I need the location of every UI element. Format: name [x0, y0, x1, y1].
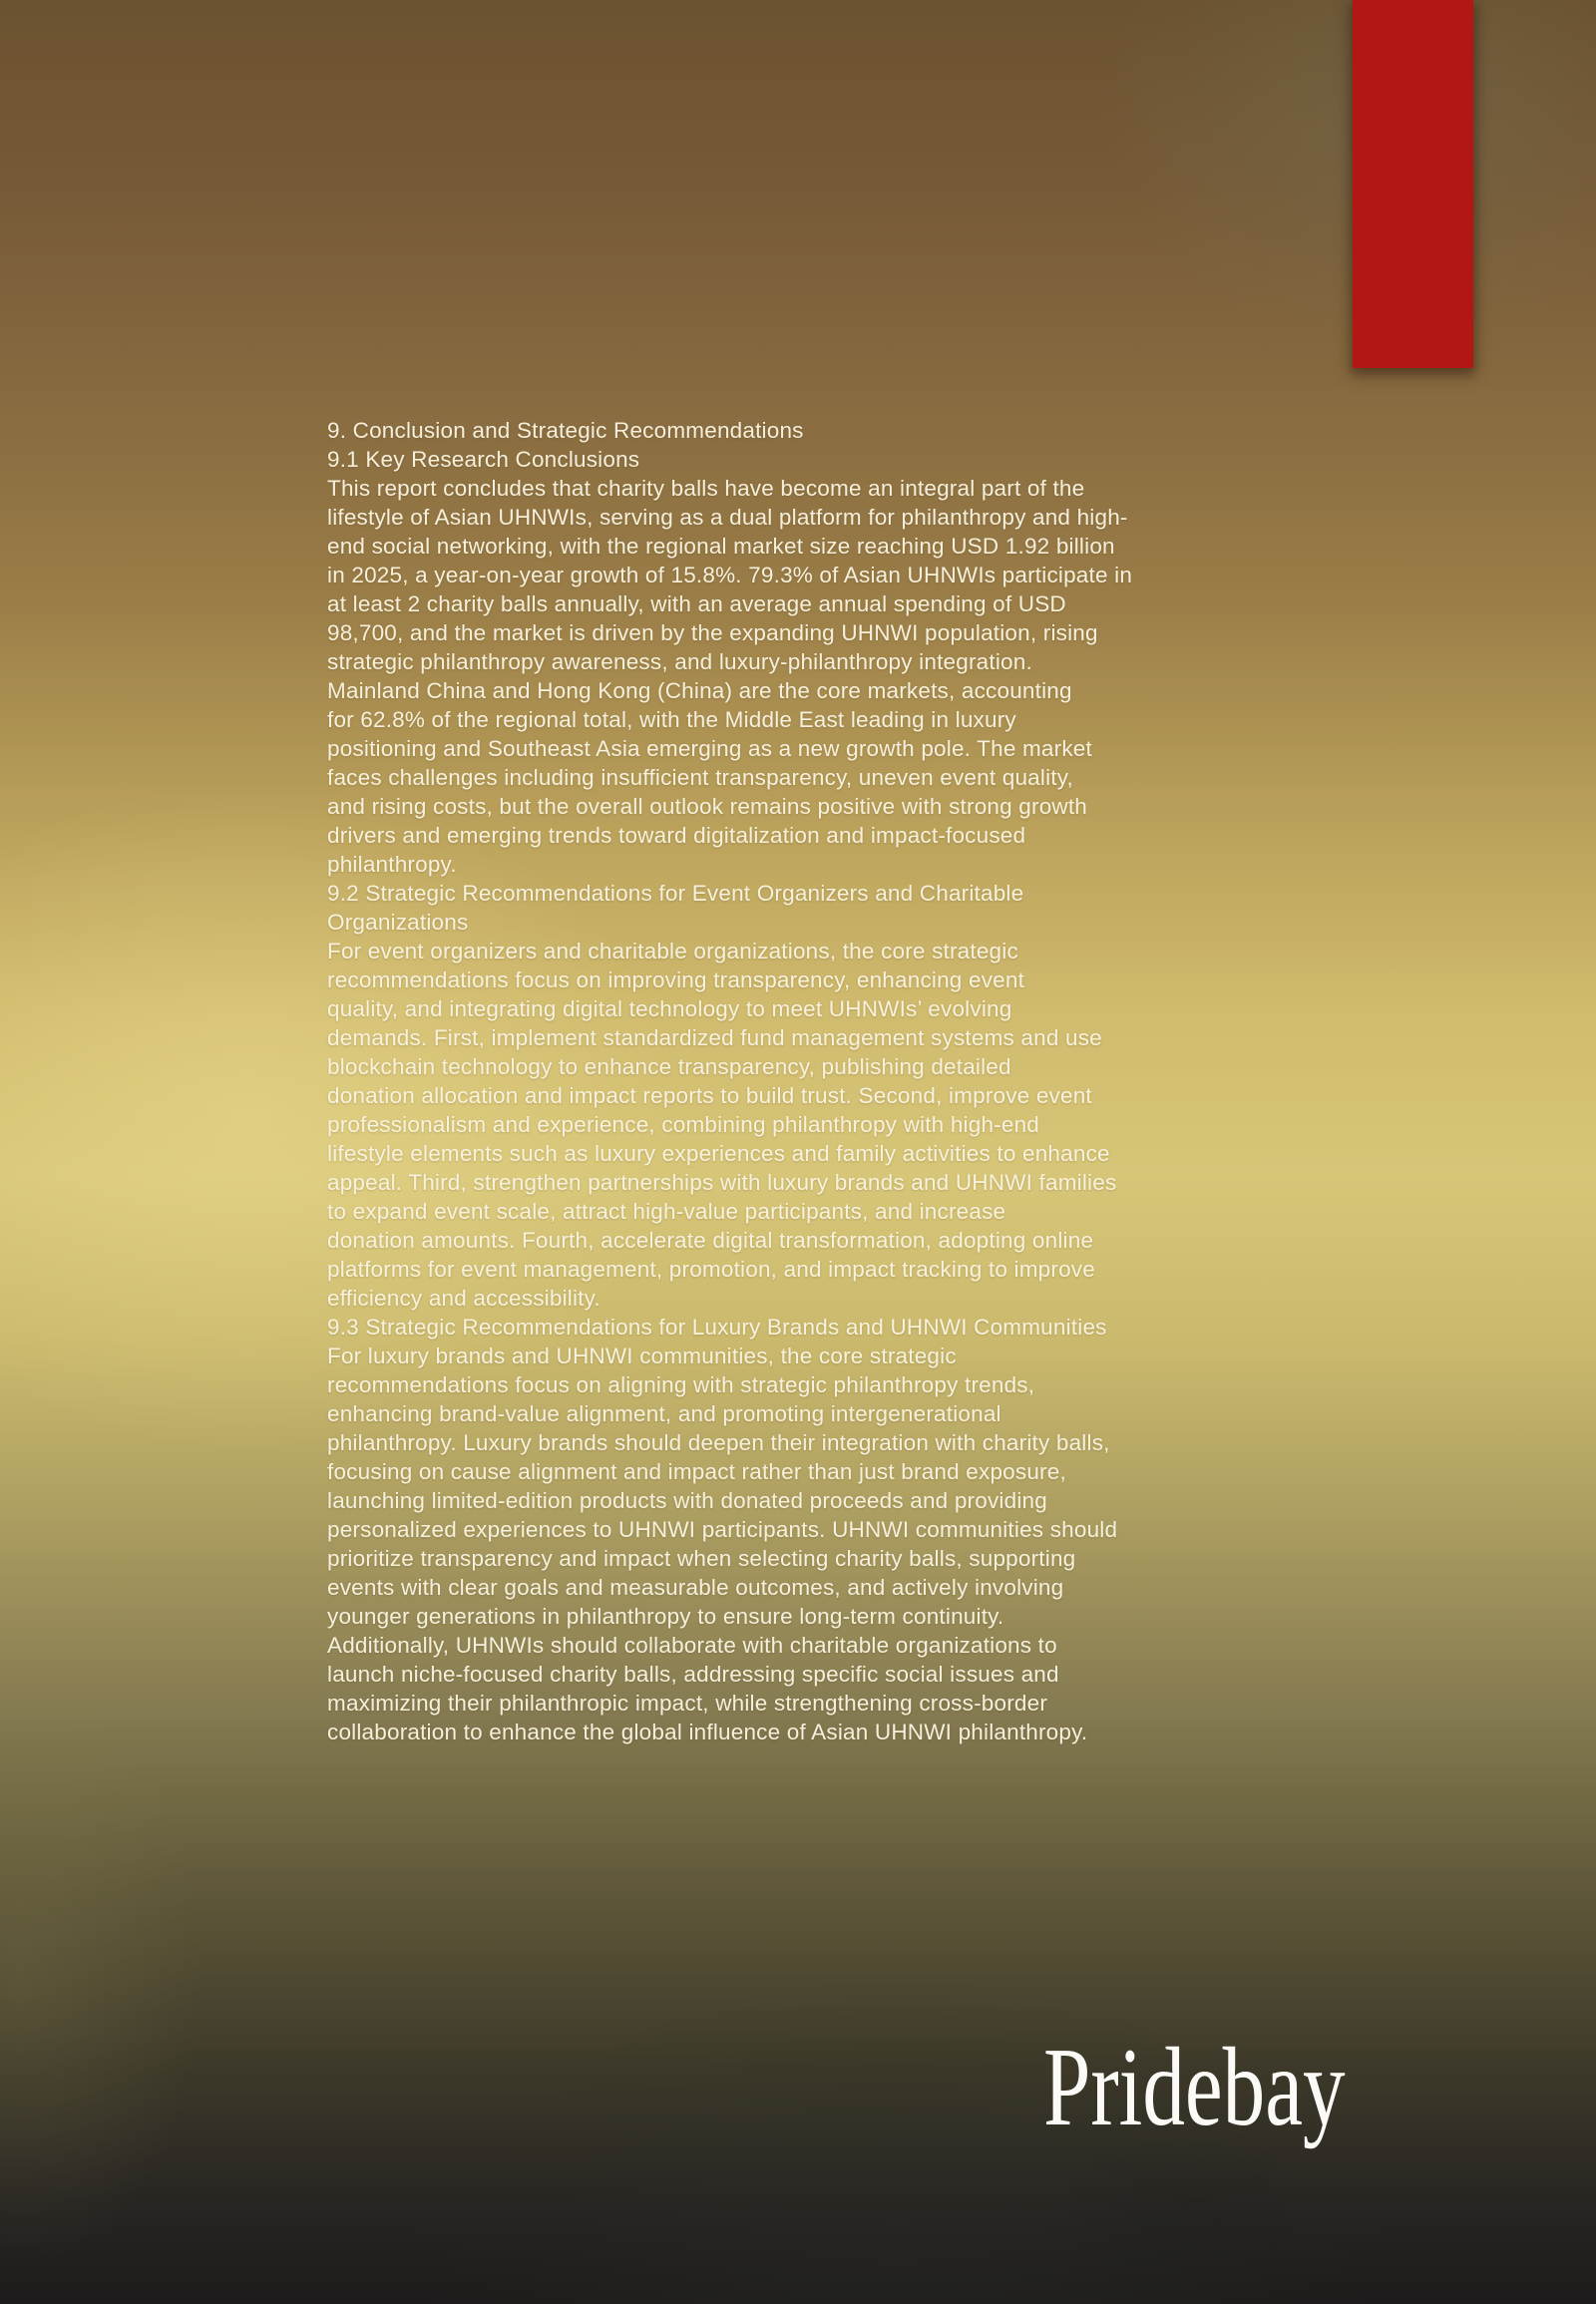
text-line: demands. First, implement standardized fund management systems and use: [327, 1025, 1102, 1050]
text-line: donation amounts. Fourth, accelerate digital transformation, adopting online: [327, 1228, 1094, 1253]
text-line: 9.3 Strategic Recommendations for Luxury Brands and UHNWI Communities: [327, 1315, 1107, 1340]
text-line: This report concludes that charity balls have become an integral part of the: [327, 476, 1085, 501]
text-line: to expand event scale, attract high-value participants, and increase: [327, 1199, 1006, 1224]
text-line: strategic philanthropy awareness, and luxury-philanthropy integration.: [327, 649, 1032, 674]
text-line: Mainland China and Hong Kong (China) are the core markets, accounting: [327, 678, 1072, 703]
text-line: professionalism and experience, combining philanthropy with high-end: [327, 1112, 1040, 1137]
text-line: lifestyle elements such as luxury experiences and family activities to enhance: [327, 1141, 1110, 1166]
text-line: recommendations focus on improving transparency, enhancing event: [327, 967, 1025, 992]
text-line: recommendations focus on aligning with strategic philanthropy trends,: [327, 1372, 1035, 1397]
text-line: for 62.8% of the regional total, with the Middle East leading in luxury: [327, 707, 1016, 732]
text-line: Additionally, UHNWIs should collaborate with charitable organizations to: [327, 1633, 1057, 1658]
text-line: prioritize transparency and impact when selecting charity balls, supporting: [327, 1546, 1076, 1571]
text-line: 9.2 Strategic Recommendations for Event Organizers and Charitable: [327, 881, 1024, 906]
red-accent-bar: [1353, 0, 1473, 368]
text-line: maximizing their philanthropic impact, while strengthening cross-border: [327, 1691, 1048, 1716]
text-line: positioning and Southeast Asia emerging as a new growth pole. The market: [327, 736, 1092, 761]
text-line: younger generations in philanthropy to ensure long-term continuity.: [327, 1604, 1004, 1629]
text-line: 98,700, and the market is driven by the expanding UHNWI population, rising: [327, 620, 1098, 645]
text-line: at least 2 charity balls annually, with an average annual spending of USD: [327, 591, 1066, 616]
text-line: For luxury brands and UHNWI communities, the core strategic: [327, 1344, 957, 1368]
text-line: drivers and emerging trends toward digitalization and impact-focused: [327, 823, 1026, 848]
text-line: appeal. Third, strengthen partnerships with luxury brands and UHNWI families: [327, 1170, 1117, 1195]
text-line: faces challenges including insufficient transparency, uneven event quality,: [327, 765, 1073, 790]
body-text: [327, 416, 1205, 1746]
text-line: quality, and integrating digital technology to meet UHNWIs’ evolving: [327, 996, 1012, 1021]
text-line: philanthropy. Luxury brands should deepen their integration with charity balls,: [327, 1430, 1110, 1455]
text-line: events with clear goals and measurable outcomes, and actively involving: [327, 1575, 1064, 1600]
text-line: Organizations: [327, 910, 469, 935]
text-line: personalized experiences to UHNWI participants. UHNWI communities should: [327, 1517, 1118, 1542]
text-line: in 2025, a year-on-year growth of 15.8%. 79.3% of Asian UHNWIs participate in: [327, 563, 1133, 587]
text-line: blockchain technology to enhance transparency, publishing detailed: [327, 1054, 1011, 1079]
text-line: launching limited-edition products with donated proceeds and providing: [327, 1488, 1047, 1513]
text-line: donation allocation and impact reports to build trust. Second, improve event: [327, 1083, 1092, 1108]
text-line: For event organizers and charitable organizations, the core strategic: [327, 939, 1018, 963]
text-line: end social networking, with the regional market size reaching USD 1.92 billion: [327, 534, 1115, 559]
text-line: platforms for event management, promotion, and impact tracking to improve: [327, 1257, 1095, 1282]
brand-logo: Pridebay: [1043, 2026, 1346, 2149]
text-line: 9. Conclusion and Strategic Recommendations: [327, 418, 804, 443]
text-line: and rising costs, but the overall outlook remains positive with strong growth: [327, 794, 1088, 819]
text-line: enhancing brand-value alignment, and promoting intergenerational: [327, 1401, 1001, 1426]
text-line: philanthropy.: [327, 852, 457, 877]
text-line: efficiency and accessibility.: [327, 1286, 600, 1311]
text-line: focusing on cause alignment and impact rather than just brand exposure,: [327, 1459, 1066, 1484]
text-line: collaboration to enhance the global influence of Asian UHNWI philanthropy.: [327, 1720, 1088, 1744]
text-line: launch niche-focused charity balls, addressing specific social issues and: [327, 1662, 1059, 1687]
text-line: lifestyle of Asian UHNWIs, serving as a dual platform for philanthropy and high-: [327, 505, 1128, 530]
text-line: 9.1 Key Research Conclusions: [327, 447, 640, 472]
